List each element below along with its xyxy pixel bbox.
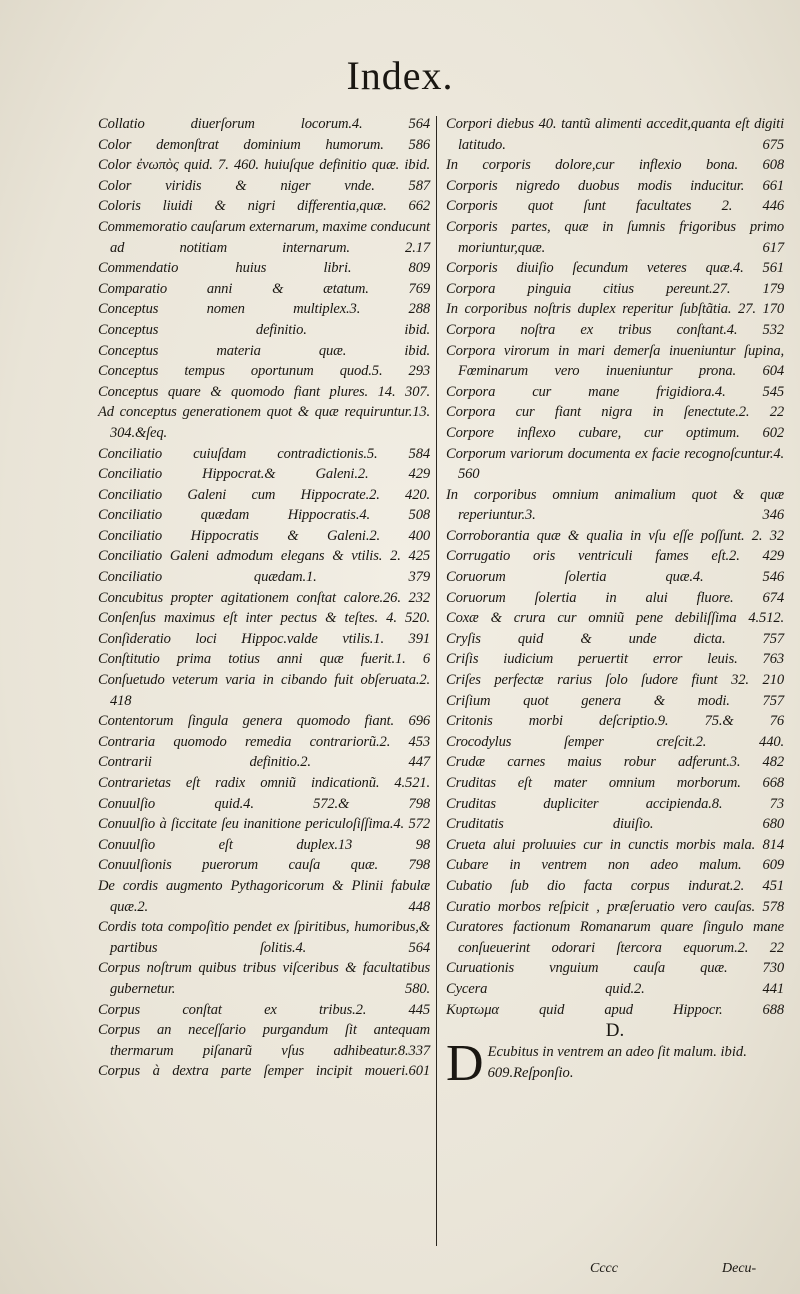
index-entry: Conuulſionis puerorum cauſa quæ. 798: [98, 857, 430, 874]
catchword: Decu-: [722, 1261, 757, 1276]
index-entry: Corrugatio oris ventriculi fames eſt.2. 429: [446, 548, 784, 565]
index-entry: Conciliatio Galeni admodum elegans & vtilis. 2. 425: [98, 548, 430, 565]
index-entry: Color ἐνωπὸς quid. 7. 460. huiuſque definitio quæ. ibid.: [98, 157, 430, 174]
index-entry: Color demonſtrat dominium humorum. 586: [98, 136, 430, 153]
index-entry: Conceptus nomen multiplex.3. 288: [98, 301, 430, 318]
index-entry: Corpora pinguia citius pereunt.27. 179: [446, 280, 784, 297]
index-entry: Coloris liuidi & nigri differentia,quæ. 662: [98, 198, 430, 215]
left-column: [98, 114, 430, 1082]
index-entry: In corporibus omnium animalium quot & quæ reperiuntur.3. 346: [446, 486, 784, 524]
index-entry: Collatio diuerſorum locorum.4. 564: [98, 116, 430, 132]
index-entry: De cordis augmento Pythagoricorum & Plinii fabulæ quæ.2. 448: [98, 877, 430, 915]
index-entry: Commendatio huius libri. 809: [98, 260, 430, 277]
index-entry: Curuationis vnguium cauſa quæ. 730: [446, 960, 784, 977]
index-entry: Corpori diebus 40. tantũ alimenti accedit,quanta eſt digiti latitudo. 675: [446, 116, 784, 153]
index-entry: Critonis morbi deſcriptio.9. 75.& 76: [446, 713, 784, 730]
index-entry: Corporum variorum documenta ex facie recognoſcuntur.4. 560: [446, 445, 784, 483]
index-entry: Criſis iudicium peruertit error leuis. 763: [446, 651, 784, 668]
index-entry: Corporis partes, quæ in ſumnis frigoribus primo moriuntur,quæ. 617: [446, 218, 784, 256]
index-entry: Color viridis & niger vnde. 587: [98, 177, 430, 194]
index-entry: Conſuetudo veterum varia in cibando fuit obſeruata.2. 418: [98, 672, 430, 709]
index-entry: Criſes perfectæ rarius ſolo ſudore fiunt 32. 210: [446, 672, 784, 689]
index-entry: In corporis dolore,cur inflexio bona. 608: [446, 157, 784, 174]
index-entry: Corpus an neceſſario purgandum ſit antequam thermarum piſanarũ vſus adhibeatur.8.337: [98, 1022, 430, 1059]
index-entry: Conceptus definitio. ibid.: [98, 321, 430, 338]
column-divider: [436, 116, 437, 1246]
index-entry: Corporis quot ſunt facultates 2. 446: [446, 198, 784, 215]
index-entry: Conſenſus maximus eſt inter pectus & teſtes. 4. 520.: [98, 610, 430, 627]
drop-cap-d: D: [446, 1035, 484, 1093]
index-entry: In corporibus noſtris duplex reperitur ſubſtãtia. 27. 170: [446, 301, 784, 318]
d-entry-text: Ecubitus in ventrem an adeo ſit malum. ibid. 609.Reſponſio.: [487, 1044, 747, 1081]
index-entry: Conuulſio à ſiccitate ſeu inanitione periculoſiſſima.4. 572: [98, 816, 430, 833]
index-entry: Conciliatio quædam Hippocratis.4. 508: [98, 507, 430, 524]
index-entry: Contentorum ſingula genera quomodo fiant. 696: [98, 713, 430, 730]
index-entry: Crudæ carnes maius robur adferunt.3. 482: [446, 754, 784, 771]
index-entry: Corpora cur fiant nigra in ſenectute.2. 22: [446, 404, 784, 421]
index-entry: Curatio morbos reſpicit , præſeruatio vero cauſas. 578: [446, 898, 784, 915]
index-entry: Curatores factionum Romanarum quare ſingulo mane conſueuerint odorari ſtercora equorum.2. 22: [446, 919, 784, 956]
index-entry: Contrarietas eſt radix omniũ indicationũ. 4.521.: [98, 775, 430, 791]
index-entry: Cordis tota compoſitio pendet ex ſpiritibus, humoribus,& partibus ſolitis.4. 564: [98, 919, 430, 956]
right-column: [446, 114, 784, 1093]
index-entry: Conciliatio Hippocratis & Galeni.2. 400: [98, 527, 430, 544]
index-entry: Crocodylus ſemper creſcit.2. 440.: [446, 733, 784, 750]
index-entry: Cycera quid.2. 441: [446, 980, 784, 997]
index-entry: Ad conceptus generationem quot & quæ requiruntur.13. 304.&ſeq.: [98, 404, 430, 441]
index-entry: Conuulſio eſt duplex.13 98: [98, 836, 430, 853]
index-entry: Corpora cur mane frigidiora.4. 545: [446, 383, 784, 400]
index-entry: Corpora virorum in mari demerſa inueniuntur ſupina, Fœminarum vero inueniuntur prona. 604: [446, 342, 784, 380]
page-title: Index.: [346, 53, 454, 98]
index-entry: Cubatio ſub dio facta corpus indurat.2. 451: [446, 877, 784, 894]
index-entry: Conſideratio loci Hippoc.valde vtilis.1. 391: [98, 630, 430, 647]
index-entry: Conſtitutio prima totius anni quæ fuerit.1. 6: [98, 651, 430, 668]
index-entry: Corroborantia quæ & qualia in vſu eſſe poſſunt. 2. 32: [446, 527, 784, 544]
index-entry: Cubare in ventrem non adeo malum. 609: [446, 857, 784, 874]
section-letter-d: D.: [605, 1020, 625, 1042]
index-entry: Coruorum ſolertia quæ.4. 546: [446, 569, 784, 586]
index-entry: Cryſis quid & unde dicta. 757: [446, 630, 784, 647]
index-entry: Contraria quomodo remedia contrariorũ.2. 453: [98, 733, 430, 750]
index-entry: Cruditas eſt mater omnium morborum. 668: [446, 775, 784, 791]
index-entry: Conceptus materia quæ. ibid.: [98, 342, 430, 359]
index-entry: Corpus à dextra parte ſemper incipit moueri.601: [98, 1063, 430, 1080]
index-entry: Corporis diuiſio ſecundum veteres quæ.4. 561: [446, 260, 784, 277]
index-entry: Coxæ & crura cur omniũ pene debiliſſima 4.512.: [446, 610, 784, 627]
index-entry: Corpore inflexo cubare, cur optimum. 602: [446, 424, 784, 441]
index-entry: Commemoratio cauſarum externarum, maxime conducunt ad notitiam internarum. 2.17: [98, 218, 430, 256]
index-entry: Corpus noſtrum quibus tribus viſceribus & facultatibus gubernetur. 580.: [98, 960, 430, 997]
index-entry: Conciliatio Galeni cum Hippocrate.2. 420.: [98, 486, 430, 503]
index-entry: Corporis nigredo duobus modis inducitur. 661: [446, 177, 784, 194]
index-entry: Comparatio anni & ætatum. 769: [98, 280, 430, 297]
index-entry: Concubitus propter agitationem conſtat calore.26. 232: [98, 589, 430, 606]
index-entry: Criſium quot genera & modi. 757: [446, 692, 784, 709]
index-entry: Corpora noſtra ex tribus conſtant.4. 532: [446, 321, 784, 338]
index-entry: Coruorum ſolertia in alui fluore. 674: [446, 589, 784, 606]
index-entry: Κυρτωμα quid apud Hippocr. 688: [446, 1001, 784, 1018]
index-entry: Cruditas dupliciter accipienda.8. 73: [446, 795, 784, 812]
index-entry: Conciliatio Hippocrat.& Galeni.2. 429: [98, 466, 430, 483]
signature-mark: Cccc: [590, 1261, 618, 1276]
index-entry: Contrarii definitio.2. 447: [98, 754, 430, 771]
index-entry: Conciliatio cuiuſdam contradictionis.5. 584: [98, 445, 430, 462]
index-entry: Conceptus quare & quomodo fiant plures. 14. 307.: [98, 383, 430, 400]
d-entry: [446, 1035, 784, 1093]
index-entry: Corpus conſtat ex tribus.2. 445: [98, 1001, 430, 1018]
index-entry: Conceptus tempus oportunum quod.5. 293: [98, 363, 430, 380]
index-entry: Cruditatis diuiſio. 680: [446, 816, 784, 833]
index-entry: Conciliatio quædam.1. 379: [98, 569, 430, 586]
index-entry: Conuulſio quid.4. 572.& 798: [98, 795, 430, 812]
index-entry: Crueta alui proluuies cur in cunctis morbis mala. 814: [446, 836, 784, 853]
